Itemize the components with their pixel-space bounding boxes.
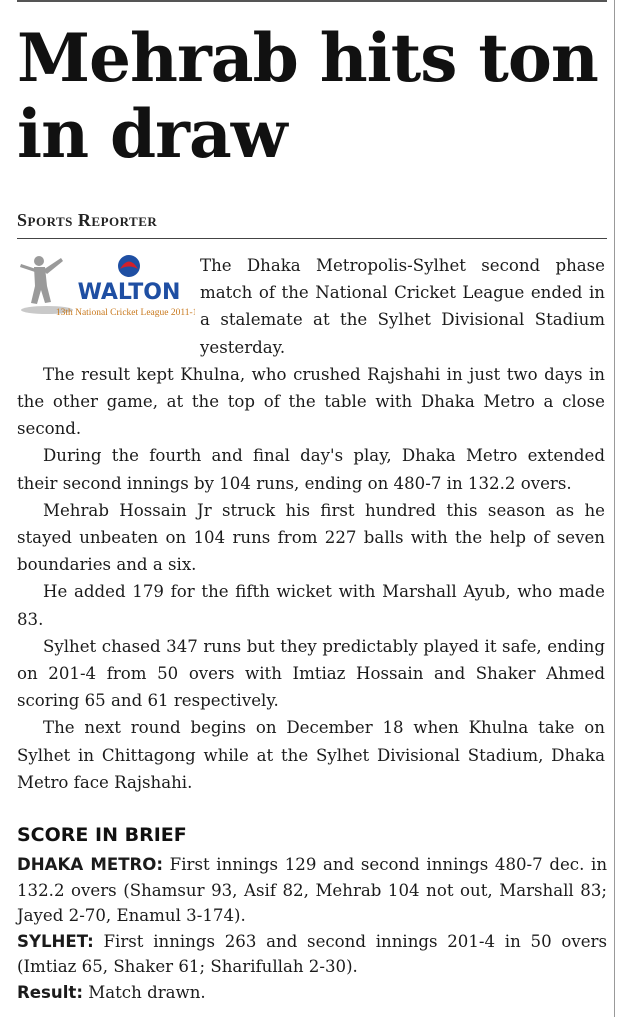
byline: Sports Reporter <box>17 210 158 230</box>
paragraph: The result kept Khulna, who crushed Rajshahi in just two days in the other game, at the top of the table with Dhaka Metro a close second. <box>17 364 605 439</box>
score-result <box>17 980 607 1006</box>
walton-brand-text: WALTON <box>77 280 181 305</box>
paragraph: Mehrab Hossain Jr struck his first hundred this season as he stayed unbeaten on 104 runs from 227 balls with the help of seven boundaries and a six. <box>17 500 605 575</box>
top-rule <box>17 0 607 2</box>
paragraph: The Dhaka Metropolis-Sylhet second phase match of the National Cricket League ended in a stalemate at the Sylhet Divisional Stadium yesterday. <box>200 256 605 357</box>
result-text: Match drawn. <box>82 982 206 1002</box>
team-label-dhaka: DHAKA METRO: <box>17 855 164 874</box>
team-label-sylhet: SYLHET: <box>17 931 94 951</box>
score-heading: SCORE IN BRIEF <box>17 824 187 846</box>
walton-ncl-logo <box>17 252 200 334</box>
result-label: Result: <box>17 982 83 1002</box>
ncl-caption: 13th National Cricket League 2011-12 <box>55 308 195 318</box>
walton-emblem-icon <box>118 255 140 277</box>
score-dhaka-text: First innings 129 and second innings 480-7 dec. in 132.2 overs (Shamsur 93, Asif 82, Mehrab 104 not out, Marshall 83; Jayed 2-70, Enamul 3-174). <box>17 855 608 925</box>
score-sylhet-text: First innings 263 and second innings 201-4 in 50 overs (Imtiaz 65, Shaker 61; Sharifullah 2-30). <box>17 931 607 976</box>
score-sylhet <box>17 929 607 980</box>
article-body <box>17 252 605 796</box>
column-rule <box>614 0 615 1017</box>
paragraph: During the fourth and final day's play, Dhaka Metro extended their second innings by 104 runs, ending on 480-7 in 132.2 overs. <box>17 446 605 493</box>
paragraph: Sylhet chased 347 runs but they predictably played it safe, ending on 201-4 from 50 overs with Imtiaz Hossain and Shaker Ahmed scoring 65 and 61 respectively. <box>17 636 605 711</box>
byline-rule <box>17 238 607 239</box>
headline: Mehrab hits ton in draw <box>17 19 598 173</box>
paragraph: The next round begins on December 18 when Khulna take on Sylhet in Chittagong while at the Sylhet Divisional Stadium, Dhaka Metro face Rajshahi. <box>17 718 605 792</box>
score-dhaka <box>17 852 607 929</box>
walton-logo-graphic <box>17 252 195 328</box>
score-in-brief <box>17 852 607 1005</box>
paragraph: He added 179 for the fifth wicket with Marshall Ayub, who made 83. <box>17 582 605 629</box>
batsman-icon <box>20 256 73 314</box>
